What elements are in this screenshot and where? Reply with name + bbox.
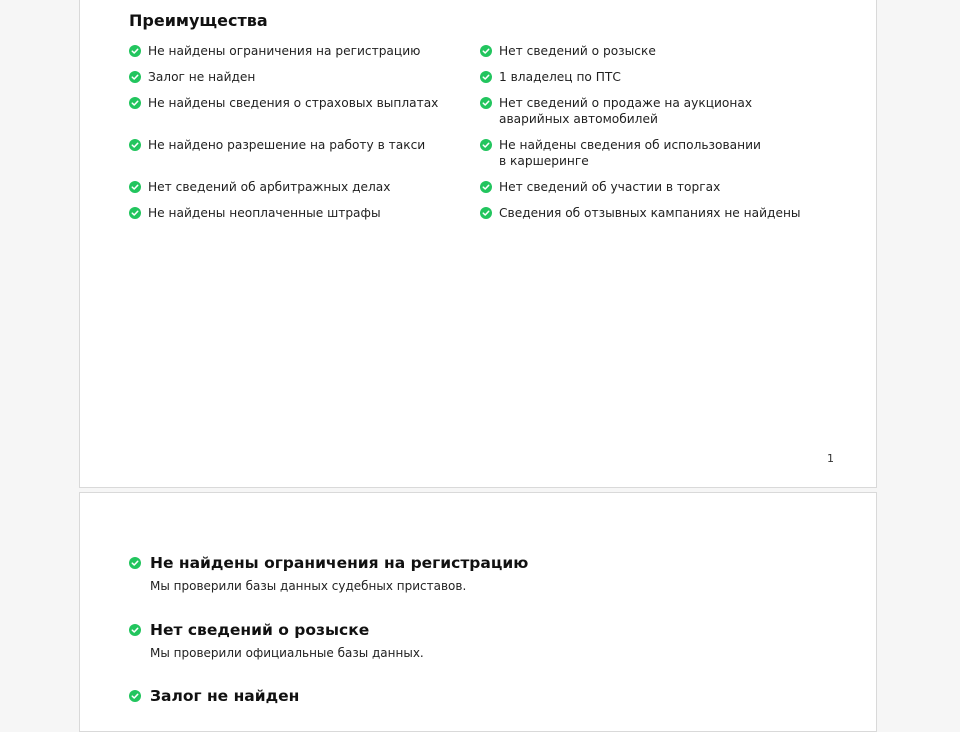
advantage-label: Залог не найден (148, 70, 256, 84)
page-number: 1 (827, 452, 834, 465)
detail-title (129, 620, 829, 640)
advantage-item (129, 205, 469, 221)
advantage-item (480, 179, 820, 195)
advantage-item (129, 137, 469, 153)
advantages-right-column (480, 43, 820, 221)
advantage-label: Нет сведений о розыске (499, 44, 656, 58)
check-circle-icon (480, 71, 492, 83)
advantage-label: Не найдены сведения об использовании в каршеринге (499, 138, 761, 168)
check-circle-icon (480, 139, 492, 151)
report-page-2 (79, 492, 877, 732)
detail-block (129, 686, 829, 706)
advantage-item (480, 205, 820, 221)
detail-description: Мы проверили базы данных судебных приставов. (150, 579, 467, 593)
detail-title (129, 553, 829, 573)
check-circle-icon (129, 139, 141, 151)
advantage-item (129, 43, 469, 59)
advantage-item (129, 69, 469, 85)
advantage-label: Нет сведений об участии в торгах (499, 180, 721, 194)
check-circle-icon (480, 181, 492, 193)
advantage-item (480, 95, 819, 127)
check-circle-icon (129, 624, 141, 636)
advantage-label: Не найдены ограничения на регистрацию (148, 44, 421, 58)
advantages-left-column (129, 43, 469, 221)
check-circle-icon (129, 557, 141, 569)
advantage-label: Не найдены сведения о страховых выплатах (148, 96, 439, 110)
detail-block (129, 553, 829, 594)
advantage-item (129, 95, 469, 111)
check-circle-icon (480, 97, 492, 109)
check-circle-icon (129, 690, 141, 702)
advantage-label: Нет сведений об арбитражных делах (148, 180, 391, 194)
detail-title-text: Не найдены ограничения на регистрацию (150, 554, 529, 572)
detail-title-text: Залог не найден (150, 687, 300, 705)
advantage-item (129, 179, 469, 195)
detail-title (129, 686, 829, 706)
advantage-label: 1 владелец по ПТС (499, 70, 621, 84)
detail-block (129, 620, 829, 661)
check-circle-icon (129, 71, 141, 83)
detail-title-text: Нет сведений о розыске (150, 621, 370, 639)
check-circle-icon (129, 45, 141, 57)
detail-description: Мы проверили официальные базы данных. (150, 646, 424, 660)
advantage-label: Сведения об отзывных кампаниях не найдены (499, 206, 801, 220)
advantage-item (480, 69, 820, 85)
check-circle-icon (480, 45, 492, 57)
section-title: Преимущества (129, 11, 268, 30)
report-page-1 (79, 0, 877, 488)
advantage-label: Не найдены неоплаченные штрафы (148, 206, 381, 220)
advantage-label: Нет сведений о продаже на аукционах аварийных автомобилей (499, 96, 753, 126)
advantage-label: Не найдено разрешение на работу в такси (148, 138, 426, 152)
advantage-item (480, 137, 769, 169)
check-circle-icon (129, 97, 141, 109)
check-circle-icon (480, 207, 492, 219)
check-circle-icon (129, 207, 141, 219)
advantage-item (480, 43, 820, 59)
check-circle-icon (129, 181, 141, 193)
